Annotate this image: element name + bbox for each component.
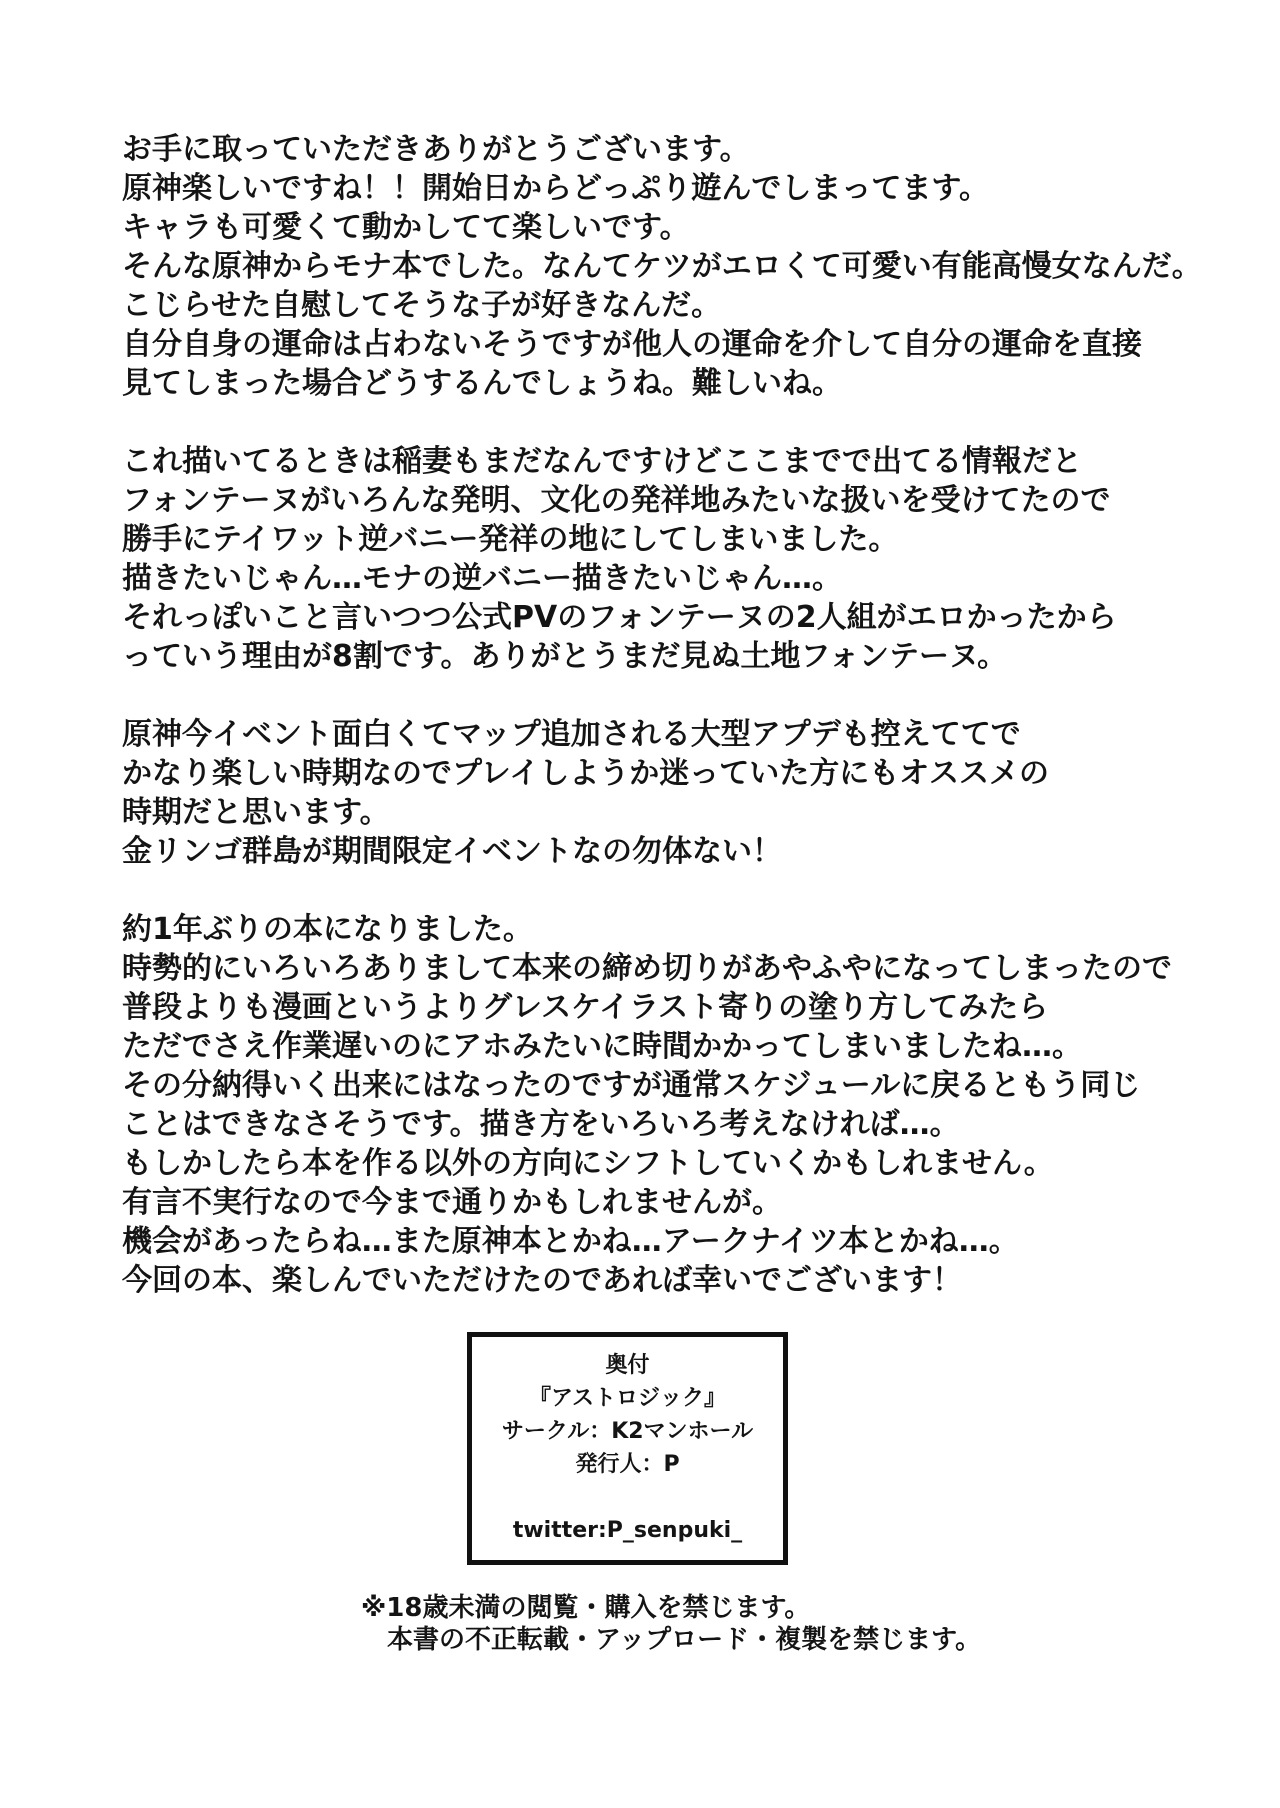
colophon-heading: 奥付	[605, 1353, 650, 1378]
afterword-blank-line	[122, 403, 1202, 442]
twitter-handle: twitter:P_senpuki_	[512, 1518, 743, 1543]
afterword-line: っていう理由が8割です。ありがとうまだ見ぬ土地フォンテーヌ。	[122, 639, 1008, 674]
afterword-line: 今回の本、楽しんでいただけたのであれば幸いでございます！	[122, 1263, 962, 1298]
afterword-line: もしかしたら本を作る以外の方向にシフトしていくかもしれません。	[122, 1146, 1054, 1181]
afterword-line: 自分自身の運命は占わないそうですが他人の運命を介して自分の運命を直接	[122, 327, 1142, 362]
afterword-line: 勝手にテイワット逆バニー発祥の地にしてしまいました。	[122, 522, 899, 557]
afterword-line: ただでさえ作業遅いのにアホみたいに時間かかってしまいましたね…。	[122, 1029, 1082, 1064]
afterword-line: これ描いてるときは稲妻もまだなんですけどここまでで出てる情報だと	[122, 444, 1082, 479]
afterword-line: 時期だと思います。	[122, 795, 390, 830]
colophon-box	[467, 1332, 788, 1565]
afterword-line: 時勢的にいろいろありまして本来の締め切りがあやふやになってしまったので	[122, 951, 1172, 986]
afterword-line: お手に取っていただきありがとうございます。	[122, 132, 750, 167]
afterword-line: 原神楽しいですね！！開始日からどっぷり遊んでしまってます。	[122, 171, 989, 206]
age-restriction-notice: ※18歳未満の閲覧・購入を禁じます。	[361, 1593, 811, 1623]
publisher-name: 発行人：P	[575, 1452, 680, 1477]
afterword-line: キャラも可愛くて動かしてて楽しいです。	[122, 210, 690, 245]
afterword-blank-line	[122, 676, 1202, 715]
afterword-line: 普段よりも漫画というよりグレスケイラスト寄りの塗り方してみたら	[122, 990, 1049, 1025]
afterword-line: 原神今イベント面白くてマップ追加される大型アプデも控えててで	[122, 717, 1021, 752]
afterword-line: 金リンゴ群島が期間限定イベントなの勿体ない！	[122, 834, 782, 869]
afterword-line: フォンテーヌがいろんな発明、文化の発祥地みたいな扱いを受けてたので	[122, 483, 1111, 518]
colophon-spacer	[472, 1481, 783, 1514]
circle-name: サークル：K2マンホール	[501, 1419, 754, 1444]
afterword-line: こじらせた自慰してそうな子が好きなんだ。	[122, 288, 722, 323]
afterword-blank-line	[122, 871, 1202, 910]
afterword-line: かなり楽しい時期なのでプレイしようか迷っていた方にもオススメの	[122, 756, 1049, 791]
afterword-line: 描きたいじゃん…モナの逆バニー描きたいじゃん…。	[122, 561, 842, 596]
afterword-line: そんな原神からモナ本でした。なんてケツがエロくて可愛い有能高慢女なんだ。	[122, 249, 1202, 284]
afterword-line: ことはできなさそうです。描き方をいろいろ考えなければ…。	[122, 1107, 960, 1142]
afterword-line: 機会があったらね…また原神本とかね…アークナイツ本とかね…。	[122, 1224, 1019, 1259]
afterword-line: 約1年ぶりの本になりました。	[122, 912, 533, 947]
afterword-text-block	[122, 130, 1202, 1300]
reproduction-prohibition-notice: 本書の不正転載・アップロード・複製を禁じます。	[387, 1625, 982, 1655]
afterword-line: 見てしまった場合どうするんでしょうね。難しいね。	[122, 366, 842, 401]
afterword-line: その分納得いく出来にはなったのですが通常スケジュールに戻るともう同じ	[122, 1068, 1141, 1103]
book-title: 『アストロジック』	[528, 1386, 727, 1411]
afterword-line: それっぽいこと言いつつ公式PVのフォンテーヌの2人組がエロかったから	[122, 600, 1117, 635]
afterword-line: 有言不実行なので今まで通りかもしれませんが。	[122, 1185, 782, 1220]
